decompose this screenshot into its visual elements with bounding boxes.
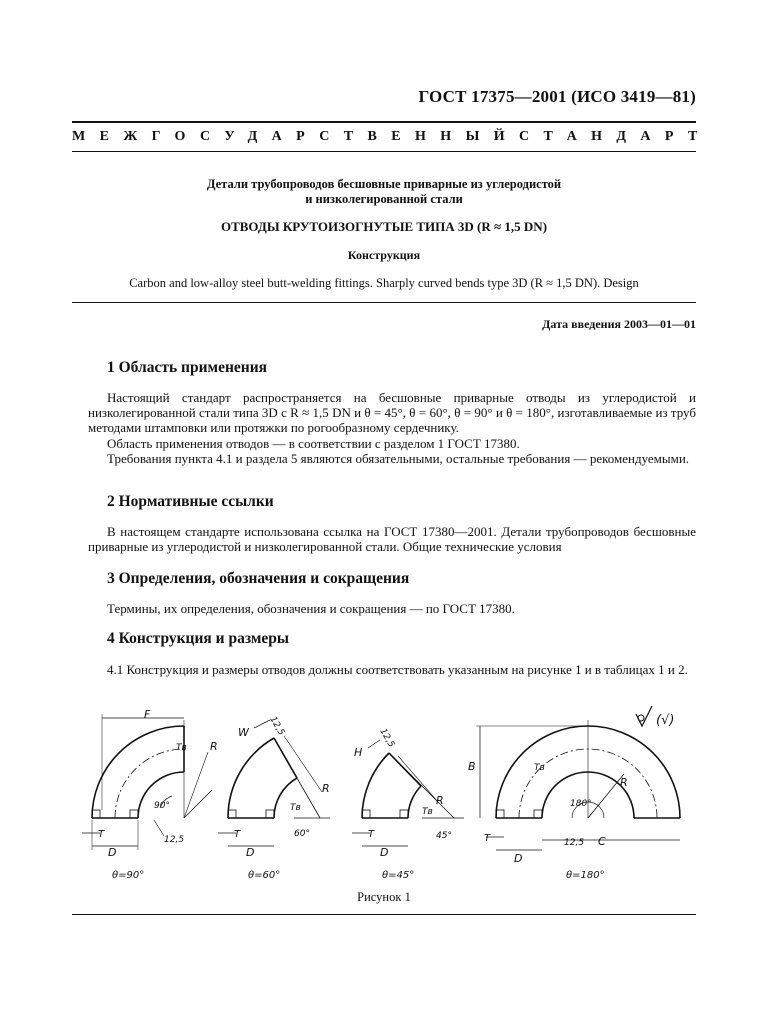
bend-90-label-R: R — [210, 740, 218, 753]
bend-90-label-D: D — [108, 846, 117, 859]
figure-1-drawings — [72, 700, 696, 885]
bend-60-drawing — [218, 715, 330, 881]
standard-type-word2: СТАНДАРТ — [519, 129, 712, 144]
main-title: ОТВОДЫ КРУТОИЗОГНУТЫЕ ТИПА 3D (R ≈ 1,5 DN) — [220, 219, 548, 234]
figure-caption: Рисунок 1 — [357, 890, 411, 904]
bend-45-label-T: T — [368, 829, 375, 840]
bend-60-label-Tb: Tв — [290, 803, 301, 813]
header-rule-2 — [72, 151, 696, 152]
bend-60-label-R: R — [322, 782, 330, 795]
section-4-heading: 4 Конструкция и размеры — [107, 630, 290, 647]
bend-180-thk: 12,5 — [564, 838, 585, 848]
bend-45-label-Tb: Tв — [422, 807, 433, 817]
section-1-para-2: Область применения отводов — в соответствии с разделом 1 ГОСТ 17380. — [107, 435, 520, 451]
bend-90-theta: θ=90° — [112, 870, 145, 881]
section-2-heading: 2 Нормативные ссылки — [107, 493, 274, 510]
bend-45-angle: 45° — [436, 831, 452, 841]
gost-code: ГОСТ 17375—2001 (ИСО 3419—81) — [418, 87, 696, 106]
bend-90-label-T: T — [98, 829, 105, 840]
section-4-body — [88, 662, 696, 677]
bend-45-thk: 12,5 — [377, 727, 397, 750]
bend-45-theta: θ=45° — [382, 870, 415, 881]
section-3-heading: 3 Определения, обозначения и сокращения — [107, 570, 410, 587]
section-2-body — [88, 524, 696, 554]
section-3-para-1: Термины, их определения, обозначения и сокращения — по ГОСТ 17380. — [107, 601, 515, 616]
standard-type — [72, 129, 712, 145]
bend-180-label-R: R — [620, 776, 628, 789]
section-1-body — [88, 390, 696, 466]
footer-rule — [72, 914, 696, 915]
bend-60-label-T: T — [234, 829, 241, 840]
section-1-heading: 1 Область применения — [107, 359, 268, 376]
standard-type-word1: МЕЖГОСУДАРСТВЕННЫЙ — [72, 129, 520, 144]
section-1-para-3: Требования пункта 4.1 и раздела 5 являются обязательными, остальные требования — рекомендуемыми. — [107, 450, 690, 466]
bend-180-label-T: T — [484, 833, 491, 844]
section-1-para-1: Настоящий стандарт распространяется на бесшовные приварные отводы из углеродистой и низколегированной стали типа 3D с R ≈ 1,5 DN и θ = 45°, θ = 60°, θ = 90° и θ = 180°, изготавливаемые из труб методами штамповки или протяжки по рогообразному сердечнику. — [88, 390, 696, 436]
intro-date: Дата введения 2003—01—01 — [542, 317, 696, 331]
bend-90-thk: 12,5 — [164, 835, 185, 845]
bend-90-label-F: F — [144, 708, 151, 721]
bend-60-thk: 12,5 — [267, 715, 287, 738]
header-rule — [72, 121, 696, 123]
section-2-para-1: В настоящем стандарте использована ссылка на ГОСТ 17380—2001. Детали трубопроводов бесшовные приварные из углеродистой и низколегированной стали. Общие технические условия — [88, 524, 696, 555]
bend-90-angle: 90° — [154, 801, 170, 811]
section-3-body — [88, 601, 696, 616]
bend-60-theta: θ=60° — [248, 870, 281, 881]
bend-180-drawing — [468, 720, 680, 881]
bend-180-label-C: C — [598, 835, 606, 848]
bend-60-label-D: D — [246, 846, 255, 859]
bend-180-label-B: B — [468, 760, 476, 773]
bend-180-angle: 180° — [570, 799, 592, 809]
bend-60-label-W: W — [238, 726, 249, 739]
bend-180-theta: θ=180° — [566, 870, 605, 881]
subtitle-line2: и низколегированной стали — [305, 192, 463, 206]
bend-45-label-R: R — [436, 794, 444, 807]
bend-60-angle: 60° — [294, 829, 310, 839]
sub-title: Конструкция — [347, 248, 421, 262]
bend-180-label-D: D — [514, 852, 523, 865]
subtitle-line1: Детали трубопроводов бесшовные приварные из углеродистой — [206, 177, 562, 191]
bend-90-label-Tb: Tв — [176, 743, 187, 753]
bend-45-label-H: H — [354, 746, 363, 759]
bend-45-drawing — [352, 727, 464, 881]
title-rule — [72, 302, 696, 303]
english-title: Carbon and low-alloy steel butt-welding fittings. Sharply curved bends type 3D (R ≈ 1,5 DN). Design — [129, 276, 639, 290]
bend-90-drawing — [82, 708, 218, 881]
roughness-mark — [636, 706, 674, 728]
bend-45-label-D: D — [380, 846, 389, 859]
section-4-para-1: 4.1 Конструкция и размеры отводов должны соответствовать указанным на рисунке 1 и в таблицах 1 и 2. — [107, 662, 688, 677]
bend-180-label-Tb: Tв — [534, 763, 545, 773]
roughness-mark-text: (√) — [656, 713, 675, 728]
